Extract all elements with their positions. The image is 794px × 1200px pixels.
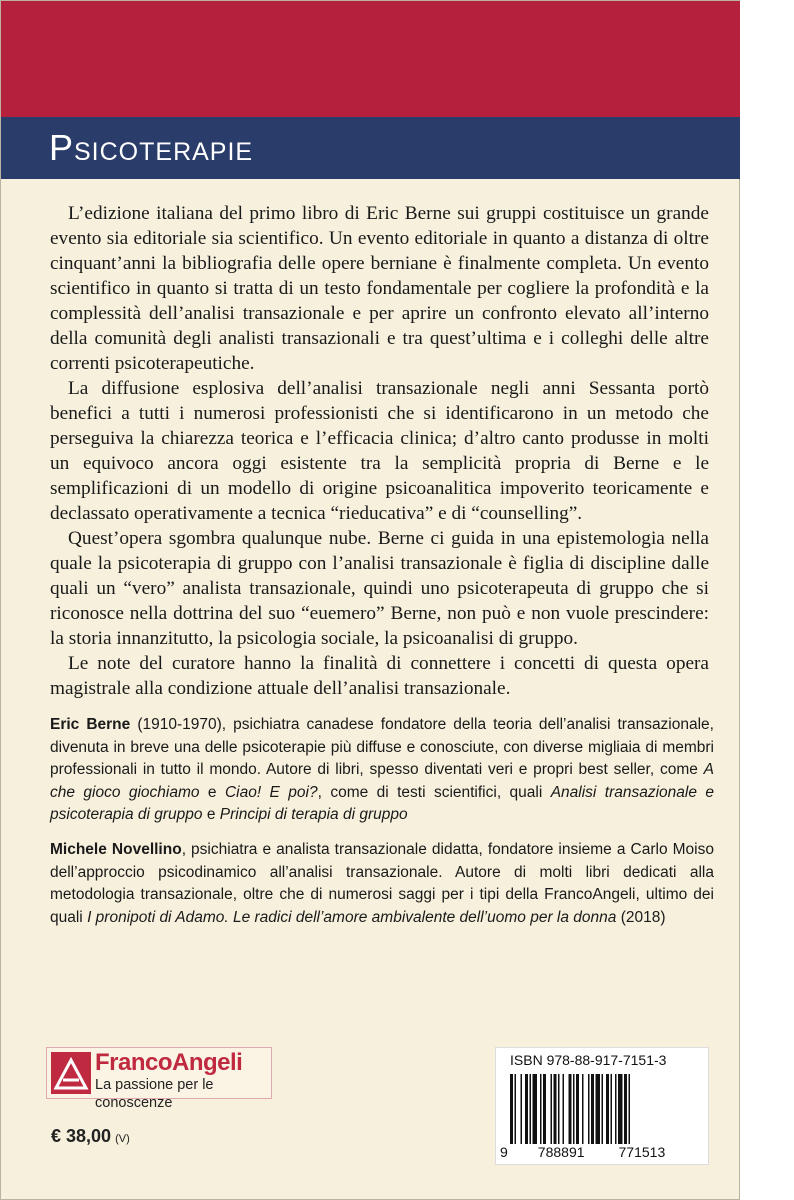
barcode-bar — [525, 1074, 528, 1144]
barcode — [495, 1047, 709, 1165]
blurb — [50, 201, 709, 701]
bio-text: , come di testi scientifici, quali — [317, 783, 551, 801]
barcode-digit: 788891 — [537, 1144, 585, 1160]
barcode-bar — [543, 1074, 546, 1144]
page-edge — [740, 0, 794, 1200]
publisher-name: FrancoAngeli — [95, 1049, 243, 1076]
barcode-bar — [540, 1074, 542, 1144]
isbn-label: ISBN 978-88-917-7151-3 — [510, 1052, 667, 1068]
price-suffix: (V) — [115, 1133, 130, 1145]
barcode-bar — [588, 1074, 590, 1144]
blurb-paragraph: La diffusione esplosiva dell’analisi transazionale negli anni Sessanta portò benefici a tutti i numerosi professionisti che si identificarono in un metodo che perseguiva la chiarezza teorica e l’efficacia clinica; d’altro canto produsse in molti un equivoco ancora oggi esistente tra la semplicità propria di Berne e le semplificazioni di un modello di origine psicoanalitica impoverito teoricamente e declassato operativamente a tecnica “rieducativa” e di “counselling”. — [50, 378, 709, 524]
barcode-bar — [569, 1074, 572, 1144]
barcode-bar — [606, 1074, 609, 1144]
barcode-bar — [515, 1074, 517, 1144]
price — [51, 1126, 130, 1147]
book-title: Analisi transazionale e psicoterapia di gruppo — [50, 783, 714, 823]
bio-text: e — [199, 783, 225, 801]
barcode-bar — [591, 1074, 594, 1144]
book-title: Ciao! E poi? — [224, 783, 318, 801]
barcode-bar — [602, 1074, 604, 1144]
barcode-bar — [615, 1074, 617, 1144]
barcode-bar — [618, 1074, 623, 1144]
barcode-bar — [558, 1074, 560, 1144]
barcode-bar — [573, 1074, 575, 1144]
blurb-paragraph: Quest’opera sgombra qualunque nube. Berne ci guida in una epistemologia nella quale la psicoterapia di gruppo con l’analisi transazionale è figlia di discipline dalle quali un “vero” analista transazionale, quindi uno psicoterapeuta di gruppo che si riconosce nella dottrina del suo “euemero” Berne, non può e non vuole prescindere: la storia innanzitutto, la psicologia sociale, la psicoanalisi di gruppo. — [50, 528, 709, 649]
barcode-digit: 9 — [500, 1144, 508, 1160]
bio-text: (2018) — [616, 908, 666, 926]
bio-text: e — [202, 806, 220, 823]
series-title: Psicoterapie — [49, 127, 254, 168]
publisher-logo — [46, 1047, 272, 1111]
barcode-digit: 771513 — [618, 1144, 666, 1160]
publisher-mark-icon — [51, 1052, 91, 1094]
barcode-bar — [533, 1074, 538, 1144]
barcode-bar — [582, 1074, 584, 1144]
bio-text: , psichiatra e analista transazionale didatta, fondatore insieme a Carlo Moiso dell’approccio psicodinamico all’analisi transazionale. Autore di molti libri dedicati alla metodologia transazionale, oltre che di numerosi saggi per i tipi della FrancoAngeli, ultimo dei quali — [50, 841, 714, 926]
book-title: A che gioco giochiamo — [50, 761, 714, 801]
publisher-tagline: La passione per le conoscenze — [95, 1077, 214, 1111]
barcode-bar — [510, 1074, 513, 1144]
barcode-bar — [576, 1074, 579, 1144]
bio-text: (1910-1970), psichiatra canadese fondatore della teoria dell’analisi transazionale, divenuta in breve una delle psicoterapie più diffuse e conosciute, con diverse migliaia di membri professionali in tutto il mondo. Autore di libri, spesso diventati veri e propri best seller, come — [50, 716, 714, 778]
barcode-bars — [510, 1074, 696, 1144]
barcode-bar — [551, 1074, 553, 1144]
book-title: I pronipoti di Adamo. Le radici dell’amore ambivalente dell’uomo per la donna — [87, 908, 617, 926]
barcode-bar — [554, 1074, 557, 1144]
barcode-bar — [563, 1074, 565, 1144]
book-title: Principi di terapia di gruppo — [219, 806, 408, 823]
barcode-bar — [596, 1074, 601, 1144]
barcode-bar — [611, 1074, 613, 1144]
editor-bio — [50, 839, 714, 929]
author-bio — [50, 714, 714, 827]
top-red-band — [1, 1, 741, 117]
barcode-bar — [521, 1074, 523, 1144]
price-value: € 38,00 — [51, 1126, 112, 1146]
blurb-paragraph: L’edizione italiana del primo libro di Eric Berne sui gruppi costituisce un grande evento sia editoriale sia scientifico. Un evento editoriale in quanto a distanza di oltre cinquant’anni la bibliografia delle opere berniane è finalmente completa. Un evento scientifico in quanto si tratta di un testo fondamentale per cogliere la profondità e la complessità dell’analisi transazionale e per aprire un confronto elevato all’interno della comunità degli analisti transazionali e tra quest’ultima e i colleghi delle altre correnti psicoterapeutiche. — [50, 203, 709, 374]
barcode-bar — [629, 1074, 631, 1144]
editor-name: Michele Novellino — [50, 841, 182, 858]
author-name: Eric Berne — [50, 716, 131, 733]
barcode-digits — [500, 1144, 706, 1160]
barcode-bar — [530, 1074, 532, 1144]
blurb-paragraph: Le note del curatore hanno la finalità di connettere i concetti di questa opera magistrale alla condizione attuale dell’analisi transazionale. — [50, 653, 709, 699]
barcode-bar — [624, 1074, 627, 1144]
